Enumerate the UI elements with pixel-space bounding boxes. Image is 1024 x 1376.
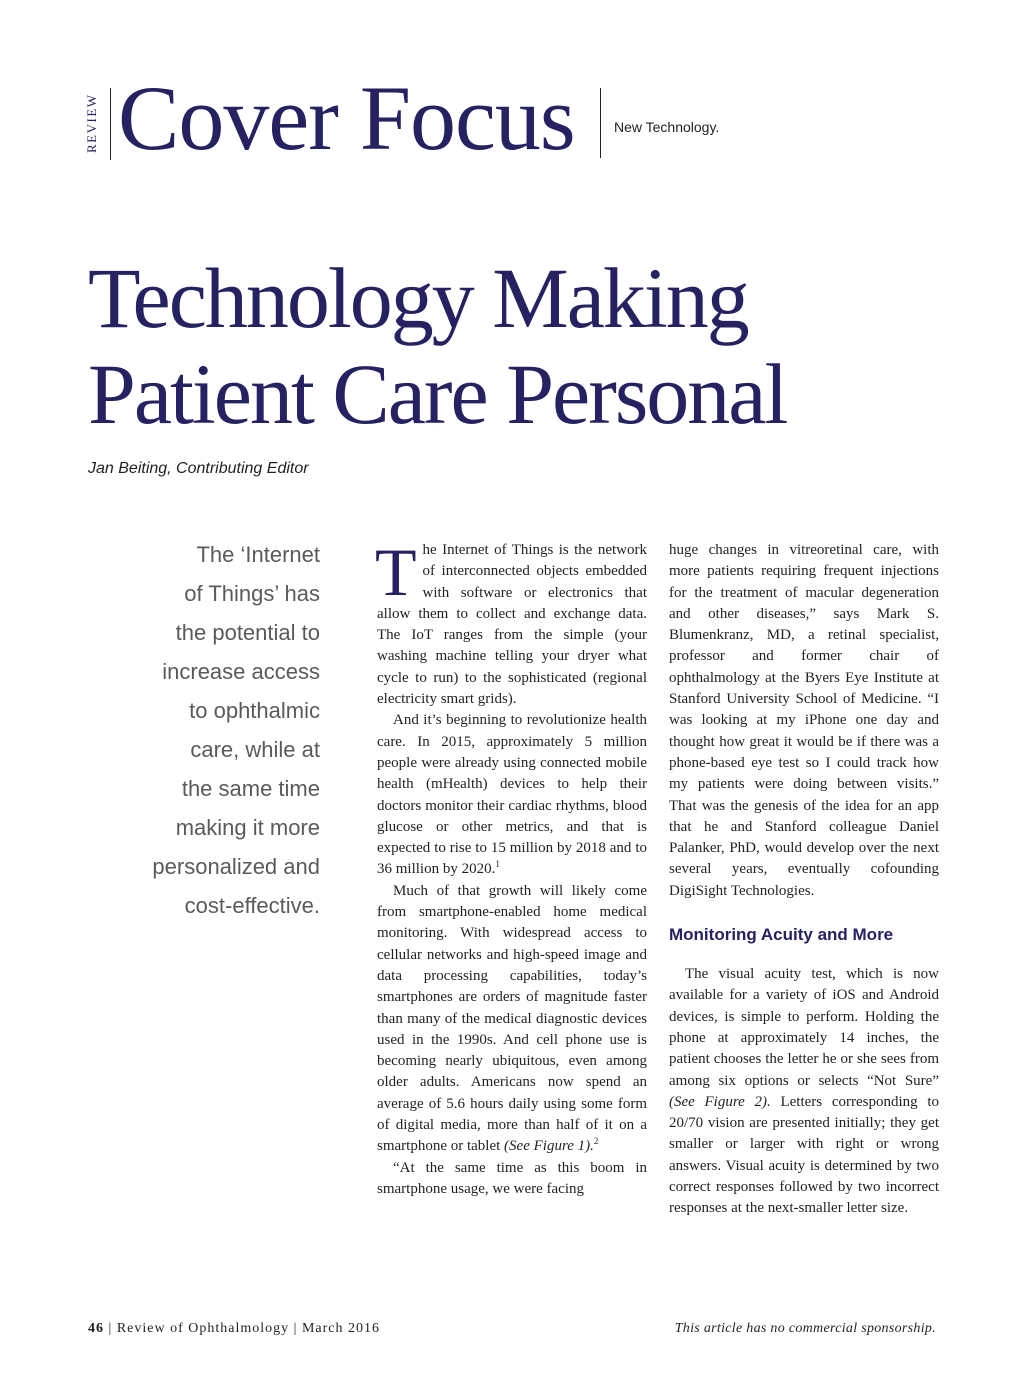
body-column-1	[375, 534, 647, 1200]
paragraph-text: he Internet of Things is the network of interconnected objects embedded with software or electronics that allow them to collect and exchange data. The IoT ranges from the simple (your washing machine telling your dryer what cycle to run) to the sophisticated (regional electricity smart grids).	[377, 542, 647, 708]
figure-reference: (See Figure 1).	[504, 1138, 594, 1155]
citation-ref: 2	[593, 1136, 599, 1147]
body-paragraph	[669, 964, 939, 1220]
paragraph-text: And it’s beginning to revolutionize health care. In 2015, approximately 5 million people were already using connected mobile health (mHealth) devices to help their doctors monitor their cardiac rhythms, blood glucose or other metrics, and that is expected to rise to 15 million by 2018 and to 36 million by 2020.	[377, 712, 647, 878]
paragraph-text: Much of that growth will likely come from smartphone-enabled home medical monitoring. With widespread access to cellular networks and high-speed image and data processing capabilities, today’s smartphones are orders of magnitude faster than many of the medical diagnostic devices used in the 1990s. And cell phone use is becoming nearly ubiquitous, even among older adults. Americans now spend an average of 5.6 hours daily using some form of digital media, more than half of it on a smartphone or tablet	[377, 882, 647, 1155]
section-label: New Technology.	[614, 119, 720, 135]
body-column-2	[669, 540, 939, 1220]
review-tag: REVIEW	[84, 93, 99, 153]
drop-cap: T	[375, 534, 417, 610]
sponsorship-note: This article has no commercial sponsorship.	[674, 1321, 936, 1336]
pull-quote-line: personalized and	[152, 854, 320, 879]
pull-quote-line: making it more	[175, 815, 320, 840]
pull-quote-line: cost-effective.	[184, 893, 320, 918]
pull-quote	[100, 535, 320, 925]
byline: Jan Beiting, Contributing Editor	[88, 460, 309, 477]
pull-quote-line: increase access	[162, 659, 320, 684]
pull-quote-line: of Things’ has	[184, 581, 320, 606]
subheading: Monitoring Acuity and More	[669, 925, 894, 945]
pull-quote-line: The ‘Internet	[196, 542, 320, 567]
article-title-line-2: Patient Care Personal	[88, 346, 787, 442]
header-divider	[110, 88, 111, 160]
article-title-line-1: Technology Making	[88, 250, 748, 346]
pull-quote-line: to ophthalmic	[189, 698, 320, 723]
body-paragraph	[669, 540, 939, 902]
footer-folio: 46 | Review of Ophthalmology | March 2016	[88, 1321, 380, 1336]
header-divider	[600, 88, 601, 158]
paragraph-text: huge changes in vitreoretinal care, with more patients requiring frequent injections for the treatment of macular degeneration and other diseases,” says Mark S. Blumenkranz, MD, a retinal specialist, professor and former chair of ophthalmology at the Byers Eye Institute at Stanford University School of Medicine. “I was looking at my iPhone one day and thought how great it would be if there was a phone-based eye test so I could track how my patients were doing between visits.” That was the genesis of the idea for an app that he and Stanford colleague Daniel Palanker, PhD, would develop over the next several years, eventually cofounding DigiSight Technologies.	[669, 542, 939, 899]
page-number: 46	[88, 1321, 104, 1336]
citation-ref: 1	[495, 859, 500, 870]
body-paragraph	[375, 534, 647, 710]
article-title	[88, 250, 968, 442]
pull-quote-line: care, while at	[190, 737, 320, 762]
body-paragraph	[377, 881, 647, 1158]
pull-quote-line: the potential to	[175, 620, 320, 645]
publication-name: Review of Ophthalmology	[116, 1321, 290, 1336]
figure-reference: (See Figure 2).	[669, 1093, 771, 1110]
pull-quote-line: the same time	[181, 776, 320, 801]
section-title: Cover Focus	[118, 67, 575, 169]
issue-date: March 2016	[301, 1321, 380, 1336]
body-paragraph	[377, 710, 647, 880]
paragraph-text: The visual acuity test, which is now available for a variety of iOS and Android devices, is simple to perform. Holding the phone at approximately 14 inches, the patient chooses the letter he or she sees from among six options or selects “Not Sure”	[669, 966, 939, 1089]
paragraph-text: “At the same time as this boom in smartphone usage, we were facing	[377, 1159, 647, 1197]
body-paragraph	[377, 1158, 647, 1201]
paragraph-text: Letters corresponding to 20/70 vision are presented initially; they get smaller or larger with right or wrong answers. Visual acuity is determined by two correct responses followed by two incorrect responses at the next-smaller letter size.	[669, 1093, 940, 1217]
